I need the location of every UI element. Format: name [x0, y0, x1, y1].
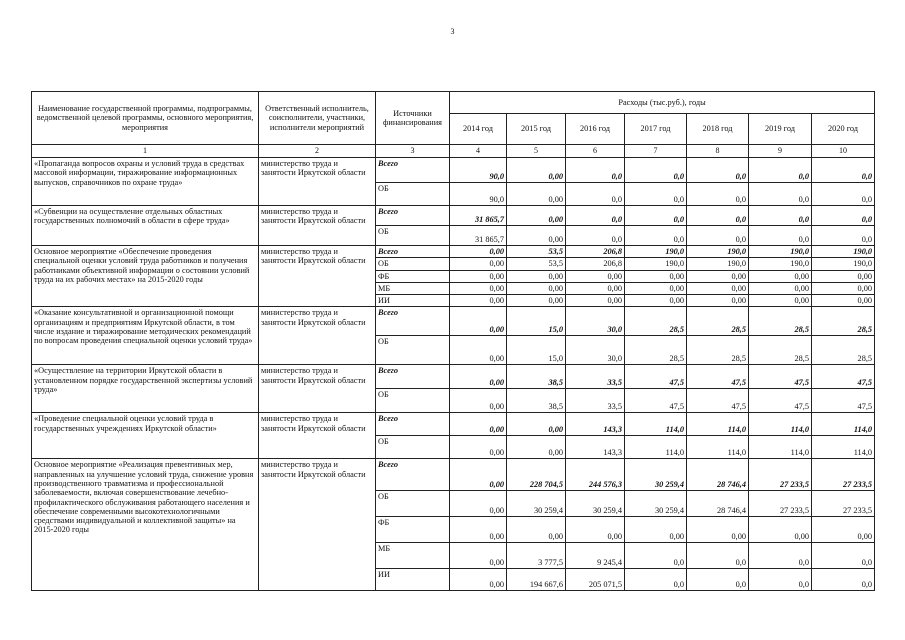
expense-value: 28,5: [812, 336, 875, 365]
expense-value: 0,00: [687, 295, 749, 307]
header-year: 2016 год: [566, 114, 625, 145]
column-number: 2: [259, 145, 376, 158]
column-number: 10: [812, 145, 875, 158]
expense-value: 0,0: [566, 158, 625, 183]
expense-value: 0,0: [625, 226, 687, 246]
funding-source: ОБ: [376, 491, 450, 517]
expense-value: 143,3: [566, 436, 625, 459]
expense-value: 0,0: [687, 569, 749, 591]
table-row: [32, 459, 875, 491]
table-row: [32, 365, 875, 389]
header-year: 2018 год: [687, 114, 749, 145]
activity-name: Основное мероприятие «Реализация превентивных мер, направленных на улучшение условий труда, снижение уровня производственного травматизма и профессиональной заболеваемости, включая совершенствование лечебно-профилактического обслуживания работающего населения и обеспечение современными высокотехнологичными средствами индивидуальной и коллективной защиты» на 2015-2020 годы: [32, 459, 259, 591]
header-executor: Ответственный исполнитель, соисполнители, участники, исполнители мероприятий: [259, 92, 376, 145]
expense-value: 0,0: [749, 543, 812, 569]
expense-value: 47,5: [812, 389, 875, 413]
expense-value: 90,0: [450, 158, 507, 183]
expense-value: 0,0: [625, 158, 687, 183]
expense-value: 0,00: [687, 282, 749, 294]
expense-value: 190,0: [749, 246, 812, 258]
column-number: 9: [749, 145, 812, 158]
expense-value: 47,5: [749, 365, 812, 389]
executor-cell: министерство труда и занятости Иркутской области: [259, 413, 376, 459]
expense-value: 9 245,4: [566, 543, 625, 569]
expense-value: 0,0: [566, 206, 625, 226]
expense-value: 38,5: [507, 365, 566, 389]
expense-value: 3 777,5: [507, 543, 566, 569]
expense-value: 0,00: [450, 307, 507, 336]
funding-source: МБ: [376, 282, 450, 294]
expense-value: 0,0: [812, 158, 875, 183]
activity-name: Основное мероприятие «Обеспечение проведения специальной оценки условий труда работников и получения работниками объективной информации о состоянии условий труда на их рабочих местах» на 2015-2020 годы: [32, 246, 259, 307]
expense-value: 30 259,4: [625, 459, 687, 491]
expense-value: 0,00: [625, 295, 687, 307]
expense-value: 0,00: [450, 436, 507, 459]
column-number: 1: [32, 145, 259, 158]
header-year: 2015 год: [507, 114, 566, 145]
column-number: 3: [376, 145, 450, 158]
executor-cell: министерство труда и занятости Иркутской области: [259, 459, 376, 591]
expense-value: 0,00: [507, 436, 566, 459]
expense-value: 0,0: [812, 543, 875, 569]
expense-value: 0,00: [507, 295, 566, 307]
expense-value: 0,00: [566, 270, 625, 282]
expense-value: 30 259,4: [507, 491, 566, 517]
header-year: 2019 год: [749, 114, 812, 145]
executor-cell: министерство труда и занятости Иркутской области: [259, 307, 376, 365]
expense-value: 28,5: [749, 307, 812, 336]
funding-source: Всего: [376, 413, 450, 436]
expense-value: 0,0: [566, 226, 625, 246]
expense-value: 244 576,3: [566, 459, 625, 491]
expense-value: 0,00: [566, 517, 625, 543]
executor-cell: министерство труда и занятости Иркутской области: [259, 158, 376, 206]
expense-value: 190,0: [687, 258, 749, 270]
expense-value: 206,8: [566, 258, 625, 270]
activity-name: «Осуществление на территории Иркутской области в установленном порядке государственной экспертизы условий труда»: [32, 365, 259, 413]
expense-value: 0,00: [625, 270, 687, 282]
expense-value: 31 865,7: [450, 226, 507, 246]
funding-source: Всего: [376, 206, 450, 226]
expense-value: 190,0: [625, 258, 687, 270]
expense-value: 0,00: [749, 295, 812, 307]
expense-value: 114,0: [749, 436, 812, 459]
funding-source: ОБ: [376, 183, 450, 206]
expense-value: 0,00: [507, 206, 566, 226]
expense-value: 30 259,4: [625, 491, 687, 517]
expense-value: 0,00: [625, 282, 687, 294]
funding-source: МБ: [376, 543, 450, 569]
funding-source: ИИ: [376, 295, 450, 307]
column-number: 7: [625, 145, 687, 158]
expense-value: 0,0: [625, 569, 687, 591]
expense-value: 228 704,5: [507, 459, 566, 491]
expense-value: 0,00: [450, 569, 507, 591]
expense-value: 0,0: [687, 206, 749, 226]
expense-value: 0,0: [625, 183, 687, 206]
funding-source: ОБ: [376, 336, 450, 365]
table-row: [32, 307, 875, 336]
expense-value: 47,5: [749, 389, 812, 413]
funding-source: ОБ: [376, 389, 450, 413]
expense-value: 0,00: [687, 517, 749, 543]
expense-value: 0,00: [450, 491, 507, 517]
expense-value: 28,5: [687, 336, 749, 365]
column-number: 5: [507, 145, 566, 158]
header-year: 2020 год: [812, 114, 875, 145]
funding-source: ИИ: [376, 569, 450, 591]
funding-source: Всего: [376, 307, 450, 336]
executor-cell: министерство труда и занятости Иркутской области: [259, 206, 376, 246]
expense-value: 0,00: [749, 270, 812, 282]
expense-value: 27 233,5: [749, 491, 812, 517]
expense-value: 0,00: [566, 282, 625, 294]
table-row: [32, 413, 875, 436]
expense-value: 0,0: [625, 206, 687, 226]
expense-value: 0,00: [450, 543, 507, 569]
expense-value: 0,00: [507, 158, 566, 183]
expense-value: 28,5: [687, 307, 749, 336]
expense-value: 0,0: [812, 183, 875, 206]
table-body: [32, 158, 875, 591]
expense-value: 0,00: [450, 258, 507, 270]
expense-value: 0,00: [749, 517, 812, 543]
expense-value: 47,5: [812, 365, 875, 389]
header-name: Наименование государственной программы, подпрограммы, ведомственной целевой программы, основного мероприятия, мероприятия: [32, 92, 259, 145]
funding-source: Всего: [376, 246, 450, 258]
activity-name: «Субвенции на осуществление отдельных областных государственных полномочий в области в сфере труда»: [32, 206, 259, 246]
expense-value: 194 667,6: [507, 569, 566, 591]
expense-value: 0,00: [450, 365, 507, 389]
expense-value: 28,5: [749, 336, 812, 365]
expense-value: 0,00: [507, 413, 566, 436]
expense-value: 114,0: [812, 436, 875, 459]
expense-value: 114,0: [625, 413, 687, 436]
expense-value: 0,0: [687, 158, 749, 183]
expense-value: 0,00: [812, 517, 875, 543]
expense-value: 28 746,4: [687, 459, 749, 491]
expense-value: 47,5: [687, 365, 749, 389]
column-number: 4: [450, 145, 507, 158]
expense-value: 114,0: [625, 436, 687, 459]
expense-value: 0,00: [450, 459, 507, 491]
header-year: 2014 год: [450, 114, 507, 145]
expense-value: 0,0: [625, 543, 687, 569]
executor-cell: министерство труда и занятости Иркутской области: [259, 365, 376, 413]
expense-value: 30 259,4: [566, 491, 625, 517]
expense-value: 0,00: [507, 282, 566, 294]
table-row: [32, 158, 875, 183]
expense-value: 28,5: [625, 336, 687, 365]
expense-value: 0,0: [687, 226, 749, 246]
expense-value: 28 746,4: [687, 491, 749, 517]
expense-value: 190,0: [812, 258, 875, 270]
expense-value: 0,0: [812, 569, 875, 591]
expense-value: 0,00: [625, 517, 687, 543]
expense-value: 33,5: [566, 389, 625, 413]
expense-value: 205 071,5: [566, 569, 625, 591]
expense-value: 90,0: [450, 183, 507, 206]
expense-value: 190,0: [812, 246, 875, 258]
activity-name: «Пропаганда вопросов охраны и условий труда в средствах массовой информации, тиражирование информационных выпусков, справочников по охране труда»: [32, 158, 259, 206]
activity-name: «Проведение специальной оценки условий труда в государственных учреждениях Иркутской области»: [32, 413, 259, 459]
expense-value: 0,00: [450, 413, 507, 436]
expense-value: 30,0: [566, 307, 625, 336]
expense-value: 47,5: [687, 389, 749, 413]
expense-value: 0,0: [812, 206, 875, 226]
expense-value: 0,0: [749, 206, 812, 226]
page-number: 3: [450, 27, 455, 36]
expense-value: 0,00: [450, 389, 507, 413]
expense-value: 0,0: [749, 183, 812, 206]
executor-cell: министерство труда и занятости Иркутской области: [259, 246, 376, 307]
expense-value: 28,5: [812, 307, 875, 336]
expense-value: 0,00: [566, 295, 625, 307]
expense-value: 38,5: [507, 389, 566, 413]
expense-value: 0,0: [566, 183, 625, 206]
funding-source: Всего: [376, 158, 450, 183]
table-row: [32, 206, 875, 226]
expense-value: 0,00: [507, 270, 566, 282]
expense-value: 31 865,7: [450, 206, 507, 226]
expense-value: 0,00: [812, 270, 875, 282]
expense-value: 47,5: [625, 389, 687, 413]
expense-value: 143,3: [566, 413, 625, 436]
expense-value: 0,0: [687, 543, 749, 569]
funding-source: ФБ: [376, 270, 450, 282]
funding-source: ОБ: [376, 436, 450, 459]
funding-source: ОБ: [376, 258, 450, 270]
budget-table: [31, 91, 875, 591]
expense-value: 33,5: [566, 365, 625, 389]
column-number: 8: [687, 145, 749, 158]
expense-value: 53,5: [507, 246, 566, 258]
expense-value: 114,0: [812, 413, 875, 436]
expense-value: 0,00: [450, 517, 507, 543]
expense-value: 190,0: [687, 246, 749, 258]
funding-source: Всего: [376, 365, 450, 389]
expense-value: 0,0: [749, 158, 812, 183]
expense-value: 0,00: [507, 183, 566, 206]
table-row: [32, 246, 875, 258]
activity-name: «Оказание консультативной и организационной помощи организациям и предприятиям Иркутской области, в том числе издание и тиражирование методических рекомендаций по вопросам проведения специальной оценки условий труда»: [32, 307, 259, 365]
expense-value: 0,0: [749, 226, 812, 246]
expense-value: 114,0: [749, 413, 812, 436]
expense-value: 206,8: [566, 246, 625, 258]
header-year: 2017 год: [625, 114, 687, 145]
expense-value: 15,0: [507, 336, 566, 365]
expense-value: 30,0: [566, 336, 625, 365]
expense-value: 0,0: [749, 569, 812, 591]
expense-value: 27 233,5: [812, 459, 875, 491]
expense-value: 190,0: [625, 246, 687, 258]
expense-value: 0,00: [507, 226, 566, 246]
expense-value: 0,0: [687, 183, 749, 206]
expense-value: 15,0: [507, 307, 566, 336]
expense-value: 47,5: [625, 365, 687, 389]
expense-value: 0,00: [450, 282, 507, 294]
header-source: Источники финансирования: [376, 92, 450, 145]
expense-value: 0,00: [450, 336, 507, 365]
expense-value: 27 233,5: [812, 491, 875, 517]
expense-value: 28,5: [625, 307, 687, 336]
header-expenses: Расходы (тыс.руб.), годы: [450, 92, 875, 114]
expense-value: 27 233,5: [749, 459, 812, 491]
expense-value: 53,5: [507, 258, 566, 270]
expense-value: 0,00: [450, 295, 507, 307]
funding-source: ОБ: [376, 226, 450, 246]
expense-value: 0,00: [749, 282, 812, 294]
expense-value: 0,00: [507, 517, 566, 543]
expense-value: 114,0: [687, 413, 749, 436]
expense-value: 0,00: [450, 246, 507, 258]
expense-value: 0,00: [812, 295, 875, 307]
expense-value: 114,0: [687, 436, 749, 459]
funding-source: ФБ: [376, 517, 450, 543]
expense-value: 190,0: [749, 258, 812, 270]
funding-source: Всего: [376, 459, 450, 491]
column-number: 6: [566, 145, 625, 158]
expense-value: 0,00: [450, 270, 507, 282]
expense-value: 0,00: [812, 282, 875, 294]
expense-value: 0,0: [812, 226, 875, 246]
expense-value: 0,00: [687, 270, 749, 282]
